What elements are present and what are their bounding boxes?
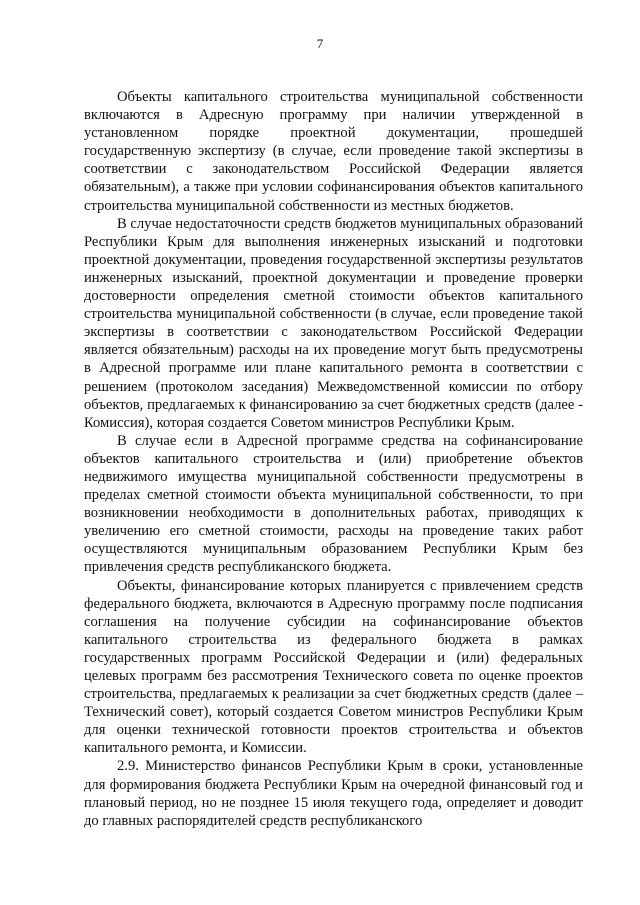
document-body <box>84 88 583 830</box>
paragraph: Объекты капитального строительства муниципальной собственности включаются в Адресную программу при наличии утвержденной в установленном порядке проектной документации, прошедшей государственную экспертизу (в случае, если проведение такой экспертизы в соответствии с законодательством Российской Федерации является обязательным), а также при условии софинансирования объектов капитального строительства муниципальной собственности из местных бюджетов. <box>84 89 583 214</box>
paragraph: Объекты, финансирование которых планируется с привлечением средств федерального бюджета, включаются в Адресную программу после подписания соглашения на получение субсидии на софинансирование объектов капитального строительства из федерального бюджета в рамках государственных программ Российской Федерации и (или) федеральных целевых программ без рассмотрения Технического совета по оценке проектов строительства, предлагаемых к реализации за счет бюджетных средств (далее – Технический совет), который создается Советом министров Республики Крым для оценки технической готовности проектов строительства и объектов капитального ремонта, и Комиссии. <box>84 577 583 757</box>
paragraph: В случае если в Адресной программе средства на софинансирование объектов капитального строительства и (или) приобретение объектов недвижимого имущества муниципальной собственности предусмотрены в пределах сметной стоимости объекта муниципальной собственности, то при возникновении необходимости в дополнительных работах, приводящих к увеличению его сметной стоимости, расходы на проведение таких работ осуществляются муниципальным образованием Республики Крым без привлечения средств республиканского бюджета. <box>84 432 583 576</box>
page-number: 7 <box>316 36 324 51</box>
paragraph: 2.9. Министерство финансов Республики Крым в сроки, установленные для формирования бюджета Республики Крым на очередной финансовый год и плановый период, но не позднее 15 июля текущего года, определяет и доводит до главных распорядителей средств республиканского <box>84 758 583 829</box>
paragraph: В случае недостаточности средств бюджетов муниципальных образований Республики Крым для выполнения инженерных изысканий и подготовки проектной документации, проведения государственной экспертизы результатов инженерных изысканий, проектной документации и проведение проверки достоверности определения сметной стоимости объектов капитального строительства муниципальной собственности (в случае, если проведение такой экспертизы в соответствии с законодательством Российской Федерации является обязательным) расходы на их проведение могут быть предусмотрены в Адресной программе или плане капитального ремонта в соответствии с решением (протоколом заседания) Межведомственной комиссии по отбору объектов, предлагаемых к финансированию за счет бюджетных средств (далее - Комиссия), которая создается Советом министров Республики Крым. <box>84 215 583 431</box>
